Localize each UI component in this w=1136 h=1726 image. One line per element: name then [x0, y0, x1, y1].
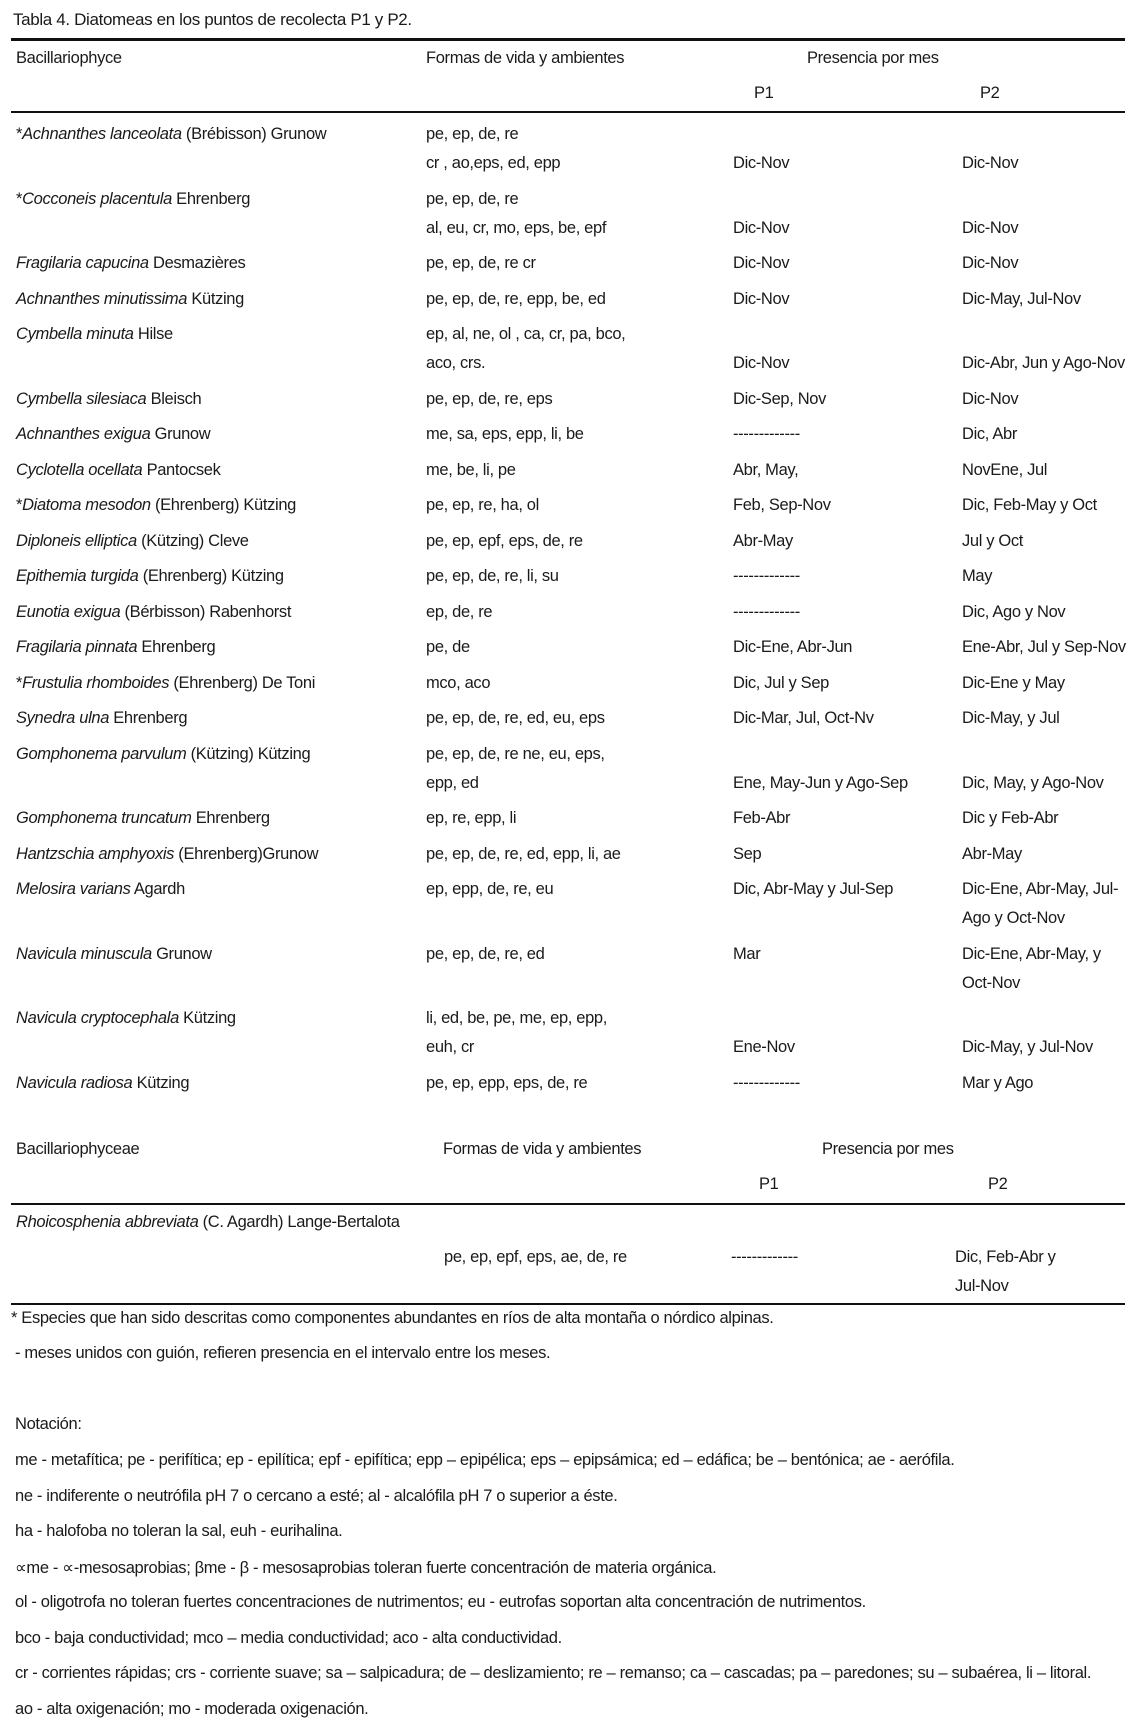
species-name [16, 420, 210, 449]
p1-cell-line [733, 120, 789, 149]
forms-cell-line: pe, ep, de, re ne, eu, eps, [426, 744, 605, 763]
p2-cell [962, 875, 1118, 933]
p1-cell-line [733, 185, 789, 214]
header-p2: P2 [980, 84, 1000, 102]
forms-cell [426, 633, 470, 662]
p2-cell [962, 320, 1125, 378]
forms-cell [426, 804, 516, 833]
p2-cell-line: Abr-May [962, 844, 1022, 863]
species-italic: Diatoma mesodon [22, 496, 151, 514]
p1-cell [733, 740, 908, 798]
p1-cell [733, 669, 829, 698]
species-italic: Navicula minuscula [16, 944, 152, 963]
species-name [16, 1004, 236, 1033]
species-name [16, 875, 185, 904]
forms-cell-line: mco, aco [426, 673, 491, 692]
species-author: Ehrenberg [171, 189, 251, 208]
species-name [16, 120, 326, 149]
p1-cell [733, 285, 789, 314]
p1-cell [733, 562, 800, 591]
species-author: (Ehrenberg) De Toni [169, 673, 316, 692]
forms-cell [426, 704, 605, 733]
notation-line: me - metafítica; pe - perifítica; ep - epilítica; epf - epifítica; epp – epipélica; eps – epipsámica; ed – edáfica; be – bentónica; ae - aerófila. [15, 1451, 955, 1469]
p1-cell [733, 249, 789, 278]
p1-cell-line: Dic-Sep, Nov [733, 389, 826, 408]
top-rule [11, 38, 1125, 41]
table-caption: Tabla 4. Diatomeas en los puntos de recolecta P1 y P2. [13, 10, 412, 29]
forms-cell [426, 840, 621, 869]
species-name [16, 940, 212, 969]
header2-p1: P1 [759, 1175, 779, 1193]
p2-cell-line: Dic, Abr [962, 425, 1017, 443]
species-author: Grunow [150, 425, 211, 443]
species-name [16, 740, 310, 769]
species-name [16, 1069, 189, 1098]
forms-cell-line: pe, ep, de, re cr [426, 254, 536, 272]
species-italic: Gomphonema truncatum [16, 809, 192, 827]
p2-cell [962, 456, 1047, 485]
species-italic: Frustulia rhomboides [22, 673, 170, 692]
species-italic: Cocconeis placentula [22, 189, 172, 208]
p1-cell [733, 633, 852, 662]
forms-cell-line: pe, ep, de, re, ed, epp, li, ae [426, 844, 621, 863]
species-author: (Ehrenberg) Kützing [150, 496, 296, 514]
p1-cell-line: Ene, May-Jun y Ago-Sep [733, 773, 908, 792]
p1-cell-line: Feb-Abr [733, 809, 791, 827]
p1-cell [733, 840, 761, 869]
species-author: Ehrenberg [109, 709, 188, 727]
forms-cell [426, 1069, 587, 1098]
notation-line: cr - corrientes rápidas; crs - corriente suave; sa – salpicadura; de – deslizamiento; re – remanso; ca – cascadas; pa – paredones; su – subaérea, li – litoral. [15, 1664, 1092, 1682]
species-name [16, 669, 315, 698]
species-italic: Navicula radiosa [16, 1073, 133, 1092]
p1-cell-line: Dic-Nov [733, 289, 790, 308]
p2-cell-line: Jul y Oct [962, 531, 1024, 550]
p1-cell-line: Dic-Mar, Jul, Oct-Nv [733, 709, 874, 727]
species-italic: Gomphonema parvulum [16, 744, 187, 763]
p1-cell [733, 527, 793, 556]
species-author: (C. Agardh) Lange-Bertalota [198, 1213, 400, 1231]
p2-cell-line [962, 740, 1104, 769]
forms-cell-line: pe, ep, de, re, ed, eu, eps [426, 709, 605, 727]
forms-cell [426, 285, 606, 314]
species-italic: Cymbella silesiaca [16, 389, 147, 408]
p1-cell [733, 420, 800, 449]
p2-cell-line: Dic-Ene, Abr-May, Jul- [962, 880, 1119, 898]
species-name [16, 456, 220, 485]
forms-cell-line: me, be, li, pe [426, 460, 516, 479]
forms-cell-line: pe, ep, de, re, epp, be, ed [426, 289, 606, 308]
header-p1: P1 [754, 84, 774, 102]
p1-cell-line: Dic-Nov [733, 254, 790, 272]
forms-cell-line: euh, cr [426, 1038, 474, 1056]
p2-cell [955, 1243, 1056, 1301]
species-italic: Achnanthes lanceolata [22, 125, 182, 143]
forms-cell [426, 385, 552, 414]
abundance-asterisk: * [16, 125, 23, 143]
p1-cell [733, 385, 826, 414]
p1-cell [733, 1069, 800, 1098]
p2-cell-line: Dic, Ago y Nov [962, 602, 1066, 621]
species-name [16, 385, 201, 414]
species-italic: Eunotia exigua [16, 602, 121, 621]
forms-cell-line: pe, ep, epp, eps, de, re [426, 1073, 588, 1092]
p2-cell-line: May [962, 567, 993, 585]
header2-forms: Formas de vida y ambientes [443, 1140, 642, 1158]
forms-cell-line: epp, ed [426, 773, 479, 792]
species-italic: Achnanthes minutissima [16, 289, 188, 308]
notation-title: Notación: [15, 1415, 82, 1433]
forms-cell [426, 669, 490, 698]
species-name [16, 804, 270, 833]
p2-cell [962, 285, 1081, 314]
p2-cell-line: Dic-Nov [962, 254, 1019, 272]
species-author: (Kützing) Cleve [136, 531, 249, 550]
species-name [16, 633, 215, 662]
notation-line: ne - indiferente o neutrófila pH 7 o cercano a esté; al - alcalófila pH 7 o superior a éste. [15, 1486, 618, 1505]
p1-cell [733, 456, 798, 485]
species-italic: Diploneis elliptica [16, 531, 137, 550]
p2-cell [962, 1004, 1093, 1062]
species-name [16, 185, 250, 214]
p1-cell [733, 185, 789, 243]
p2-cell-line: Dic-Ene y May [962, 673, 1065, 692]
species-author: Ehrenberg [191, 809, 270, 827]
forms-cell [426, 420, 584, 449]
species-author: (Kützing) Kützing [186, 744, 311, 763]
forms-cell-line: pe, ep, de, re, li, su [426, 567, 559, 585]
species-italic: Hantzschia amphyoxis [16, 844, 175, 863]
p1-cell-line: Abr, May, [733, 460, 799, 479]
p2-cell [962, 704, 1059, 733]
header2-species: Bacillariophyceae [16, 1140, 140, 1158]
p2-cell-line: Dic-Ene, Abr-May, y [962, 944, 1101, 963]
species-italic: Fragilaria capucina [16, 254, 149, 272]
species-name [16, 285, 244, 314]
header2-presence: Presencia por mes [822, 1140, 954, 1158]
header2-p2: P2 [988, 1175, 1008, 1193]
p1-cell [733, 598, 800, 627]
forms-cell [426, 456, 516, 485]
forms-cell-line: al, eu, cr, mo, eps, be, epf [426, 218, 607, 237]
p2-cell [962, 804, 1058, 833]
species-name [16, 1208, 400, 1237]
forms-cell [426, 527, 583, 556]
p1-cell [733, 1004, 795, 1062]
notation-line: ol - oligotrofa no toleran fuertes concentraciones de nutrimentos; eu - eutrofas soportan alta concentración de nutrimentos. [15, 1593, 866, 1611]
forms-cell [426, 320, 625, 378]
species-author: Pantocsek [142, 460, 221, 479]
forms-cell-line: me, sa, eps, epp, li, be [426, 425, 584, 443]
p1-cell: ------------- [731, 1248, 798, 1266]
species-name [16, 704, 187, 733]
forms-cell [426, 875, 553, 904]
species-author: Kützing [132, 1073, 190, 1092]
p2-cell-line: Ago y Oct-Nov [962, 909, 1065, 927]
p1-cell [733, 120, 789, 178]
species-name [16, 320, 173, 349]
p2-cell [962, 940, 1101, 998]
p1-cell-line: Dic, Jul y Sep [733, 673, 829, 692]
p1-cell-line [733, 1004, 795, 1033]
species-author: (Bérbisson) Rabenhorst [120, 602, 292, 621]
species-italic: Achnanthes exigua [16, 425, 151, 443]
forms-cell-line: pe, ep, re, ha, ol [426, 496, 539, 514]
p2-cell [962, 527, 1023, 556]
species-italic: Navicula cryptocephala [16, 1009, 179, 1027]
notation-line: ha - halofoba no toleran la sal, euh - eurihalina. [15, 1522, 343, 1540]
p1-cell [733, 940, 760, 969]
species-italic: Melosira varians [16, 880, 131, 898]
footnote-dash: - meses unidos con guión, refieren presencia en el intervalo entre los meses. [15, 1344, 551, 1362]
species-italic: Cymbella minuta [16, 325, 134, 343]
forms-cell-line: ep, epp, de, re, eu [426, 880, 554, 898]
species-name [16, 491, 296, 520]
p2-line: Jul-Nov [955, 1277, 1009, 1295]
forms-cell [426, 249, 536, 278]
p2-cell [962, 385, 1018, 414]
header-forms: Formas de vida y ambientes [426, 49, 625, 67]
abundance-asterisk: * [16, 673, 23, 692]
forms-cell [426, 120, 560, 178]
p2-cell [962, 185, 1018, 243]
p2-cell-line [962, 320, 1125, 349]
species-italic: Cyclotella ocellata [16, 460, 143, 479]
species-name [16, 527, 249, 556]
p2-cell-line: Mar y Ago [962, 1073, 1034, 1092]
p1-cell [733, 320, 789, 378]
species-author: Hilse [133, 325, 173, 343]
forms-cell-line: li, ed, be, pe, me, ep, epp, [426, 1009, 607, 1027]
species-author: Bleisch [146, 389, 202, 408]
p1-cell-line: ------------- [733, 567, 800, 585]
abundance-asterisk: * [16, 496, 23, 514]
p1-cell-line [733, 740, 908, 769]
forms-cell-line: ep, de, re [426, 602, 493, 621]
species-italic: Epithemia turgida [16, 567, 139, 585]
p1-cell-line: Dic, Abr-May y Jul-Sep [733, 880, 894, 898]
header2-rule [11, 1203, 1125, 1205]
p1-cell-line [733, 320, 789, 349]
p2-cell-line [962, 185, 1018, 214]
p1-cell [733, 804, 790, 833]
abundance-asterisk: * [16, 189, 23, 208]
p2-cell-line: Dic-May, Jul-Nov [962, 289, 1081, 308]
p1-cell [733, 704, 874, 733]
forms-cell-line: ep, al, ne, ol , ca, cr, pa, bco, [426, 325, 626, 343]
species-italic: Synedra ulna [16, 709, 110, 727]
species-italic: Fragilaria pinnata [16, 638, 138, 656]
species-name [16, 840, 318, 869]
forms-cell [426, 562, 559, 591]
species-author: Ehrenberg [137, 638, 216, 656]
p1-cell-line: ------------- [733, 602, 800, 621]
forms-cell-line: cr , ao,eps, ed, epp [426, 154, 561, 172]
p2-cell [962, 1069, 1033, 1098]
p2-cell [962, 420, 1017, 449]
p2-cell [962, 633, 1126, 662]
species-name [16, 249, 245, 278]
p1-cell-line: ------------- [733, 1073, 800, 1092]
p2-cell-line: Oct-Nov [962, 973, 1021, 992]
species-author: (Brébisson) Grunow [181, 125, 327, 143]
p1-cell-line: Feb, Sep-Nov [733, 496, 831, 514]
p2-cell [962, 840, 1022, 869]
p2-cell-line: Dic-Nov [962, 389, 1019, 408]
p2-cell [962, 120, 1018, 178]
p1-cell-line: Dic-Nov [733, 354, 790, 372]
p1-cell [733, 875, 893, 904]
forms-cell-line: pe, de [426, 638, 470, 656]
forms-cell [426, 185, 606, 243]
p2-cell-line: Dic, May, y Ago-Nov [962, 773, 1104, 792]
p2-cell-line: Ene-Abr, Jul y Sep-Nov [962, 638, 1126, 656]
notation-line: ao - alta oxigenación; mo - moderada oxigenación. [15, 1699, 369, 1718]
forms-cell-line: pe, ep, de, re [426, 189, 519, 208]
species-italic: Rhoicosphenia abbreviata [16, 1213, 199, 1231]
forms-cell: pe, ep, epf, eps, ae, de, re [444, 1248, 627, 1266]
notation-line: bco - baja conductividad; mco – media conductividad; aco - alta conductividad. [15, 1628, 562, 1647]
p1-cell-line: Dic-Nov [733, 154, 790, 172]
p2-cell-line: Dic-Abr, Jun y Ago-Nov [962, 354, 1125, 372]
p2-cell-line: Dic-Nov [962, 218, 1019, 237]
p1-cell-line: Sep [733, 844, 762, 863]
species-author: Kützing [187, 289, 244, 308]
forms-cell [426, 491, 539, 520]
bottom-rule [11, 1303, 1125, 1305]
header-species: Bacillariophyce [16, 49, 122, 67]
species-author: Desmazières [148, 254, 246, 272]
forms-cell [426, 940, 544, 969]
species-name [16, 598, 291, 627]
forms-cell-line: pe, ep, epf, eps, de, re [426, 531, 583, 550]
header-presence: Presencia por mes [807, 49, 939, 67]
forms-cell-line: ep, re, epp, li [426, 809, 517, 827]
forms-cell [426, 740, 605, 798]
forms-cell-line: pe, ep, de, re [426, 125, 519, 143]
p2-cell-line: Dic-May, y Jul [962, 709, 1060, 727]
species-name [16, 562, 284, 591]
footnote-asterisk: * Especies que han sido descritas como componentes abundantes en ríos de alta montaña o nórdico alpinas. [11, 1309, 774, 1327]
p1-cell-line: Ene-Nov [733, 1038, 795, 1056]
species-author: Kützing [178, 1009, 236, 1027]
p2-cell-line: NovEne, Jul [962, 460, 1048, 479]
p2-cell-line: Dic-May, y Jul-Nov [962, 1038, 1093, 1056]
species-author: Agardh [130, 880, 185, 898]
p1-cell-line: Abr-May [733, 531, 793, 550]
notation-line: ∝me - ∝-mesosaprobias; βme - β - mesosaprobias toleran fuerte concentración de materia orgánica. [15, 1558, 717, 1577]
p2-cell [962, 491, 1097, 520]
p2-cell [962, 249, 1018, 278]
species-author: (Ehrenberg) Kützing [138, 567, 284, 585]
p1-cell-line: Mar [733, 944, 761, 963]
p2-cell [962, 598, 1065, 627]
p2-cell [962, 562, 992, 591]
p2-cell [962, 740, 1104, 798]
p2-cell [962, 669, 1065, 698]
p2-cell-line [962, 1004, 1093, 1033]
p2-cell-line: Dic y Feb-Abr [962, 809, 1059, 827]
p2-cell-line: Dic, Feb-May y Oct [962, 496, 1097, 514]
forms-cell-line: pe, ep, de, re, ed [426, 944, 545, 963]
forms-cell [426, 598, 492, 627]
species-author: (Ehrenberg)Grunow [174, 844, 319, 863]
forms-cell-line: pe, ep, de, re, eps [426, 389, 553, 408]
forms-cell [426, 1004, 607, 1062]
p1-cell [733, 491, 831, 520]
p1-cell-line: ------------- [733, 425, 800, 443]
forms-cell-line: aco, crs. [426, 354, 486, 372]
p2-cell-line [962, 120, 1018, 149]
p1-cell-line: Dic-Nov [733, 218, 790, 237]
p2-line: Dic, Feb-Abr y [955, 1248, 1056, 1266]
p1-cell-line: Dic-Ene, Abr-Jun [733, 638, 853, 656]
header-rule [11, 111, 1125, 113]
p2-cell-line: Dic-Nov [962, 154, 1019, 172]
species-author: Grunow [151, 944, 212, 963]
